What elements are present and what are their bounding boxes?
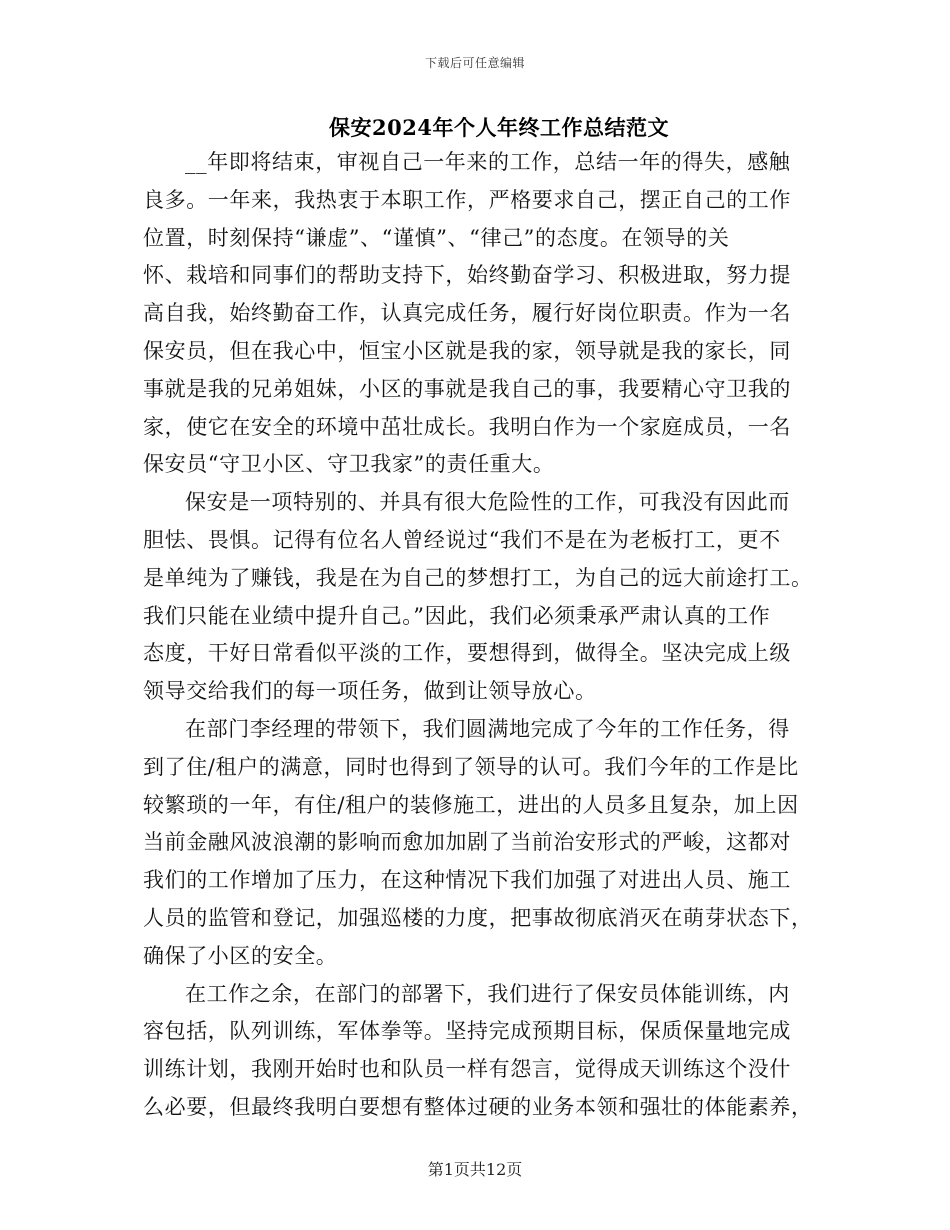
header-note: 下载后可任意编辑 <box>424 56 525 70</box>
body-line: 良多。一年来，我热衷于本职工作，严格要求自己，摆正自己的工作 <box>143 187 791 212</box>
body-line: 在部门李经理的带领下，我们圆满地完成了今年的工作任务，得 <box>185 716 790 741</box>
body-line: 事就是我的兄弟姐妹，小区的事就是我自己的事，我要精心守卫我的 <box>143 376 791 401</box>
body-line: 么必要，但最终我明白要想有整体过硬的业务本领和强壮的体能素养， <box>143 1094 813 1119</box>
body-line: 领导交给我们的每一项任务，做到让领导放心。 <box>143 679 597 704</box>
body-line: __年即将结束，审视自己一年来的工作，总结一年的得失，感触 <box>185 150 791 174</box>
body-line: 较繁琐的一年，有住/租户的装修施工，进出的人员多且复杂，加上因 <box>143 792 799 817</box>
body-line: 我们的工作增加了压力，在这种情况下我们加强了对进出人员、施工 <box>143 868 791 893</box>
body-line: 是单纯为了赚钱，我是在为自己的梦想打工，为自己的远大前途打工。 <box>143 565 813 590</box>
document-body <box>143 144 813 1127</box>
body-line: 在工作之余，在部门的部署下，我们进行了保安员体能训练，内 <box>185 981 790 1006</box>
body-line: 当前金融风波浪潮的影响而愈加加剧了当前治安形式的严峻，这都对 <box>143 830 791 855</box>
body-line: 家，使它在安全的环境中茁壮成长。我明白作为一个家庭成员，一名 <box>143 414 791 439</box>
body-line: 位置，时刻保持“谦虚”、“谨慎”、“律己”的态度。在领导的关 <box>143 225 730 250</box>
body-line: 态度，干好日常看似平淡的工作，要想得到，做得全。坚决完成上级 <box>143 641 791 666</box>
body-line: 人员的监管和登记，加强巡楼的力度，把事故彻底消灭在萌芽状态下， <box>143 905 813 930</box>
document-title: 保安2024年个人年终工作总结范文 <box>329 115 669 140</box>
body-line: 保安员“守卫小区、守卫我家”的责任重大。 <box>143 452 555 477</box>
body-line: 怀、栽培和同事们的帮助支持下，始终勤奋学习、积极进取，努力提 <box>143 263 791 288</box>
body-line: 胆怯、畏惧。记得有位名人曾经说过“我们不是在为老板打工，更不 <box>143 527 781 552</box>
body-line: 训练计划，我刚开始时也和队员一样有怨言，觉得成天训练这个没什 <box>143 1057 791 1082</box>
body-line: 容包括，队列训练，军体拳等。坚持完成预期目标，保质保量地完成 <box>143 1019 791 1044</box>
body-line: 高自我，始终勤奋工作，认真完成任务，履行好岗位职责。作为一名 <box>143 301 791 326</box>
body-line: 保安是一项特别的、并具有很大危险性的工作，可我没有因此而 <box>185 490 790 515</box>
page-number-footer: 第1页共12页 <box>427 1160 523 1179</box>
body-line: 确保了小区的安全。 <box>143 943 338 968</box>
body-line: 我们只能在业绩中提升自己。”因此，我们必须秉承严肃认真的工作 <box>143 603 771 628</box>
body-line: 到了住/租户的满意，同时也得到了领导的认可。我们今年的工作是比 <box>143 754 799 779</box>
body-line: 保安员，但在我心中，恒宝小区就是我的家，领导就是我的家长，同 <box>143 338 791 363</box>
